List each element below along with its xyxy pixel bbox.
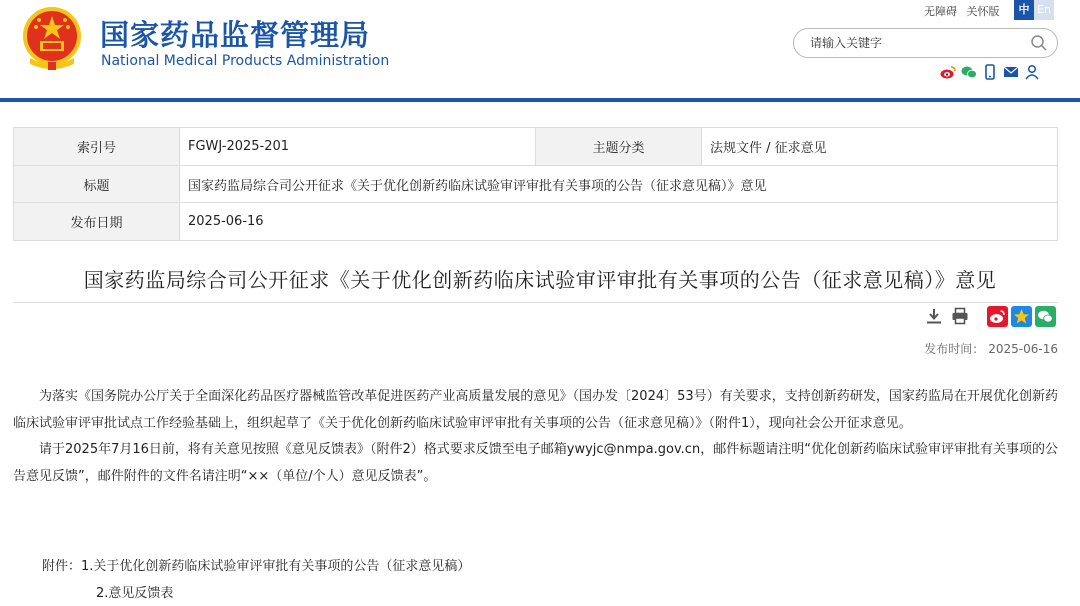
category-value: 法规文件 / 征求意见 — [702, 128, 1058, 166]
date-label: 发布日期 — [14, 203, 180, 241]
lang-en-button[interactable]: En — [1034, 0, 1054, 20]
title-divider — [13, 302, 1058, 303]
weibo-icon[interactable] — [940, 64, 956, 80]
site-subtitle: National Medical Products Administration — [101, 53, 390, 69]
share-weibo-icon[interactable] — [987, 306, 1008, 327]
title-value: 国家药监局综合司公开征求《关于优化创新药临床试验审评审批有关事项的公告（征求意见稿）》意见 — [180, 165, 1058, 203]
site-header — [0, 0, 1080, 98]
download-icon[interactable] — [925, 307, 943, 325]
user-icon[interactable] — [1024, 64, 1040, 80]
publish-time — [924, 340, 1058, 357]
paragraph: 请于2025年7月16日前，将有关意见按照《意见反馈表》（附件2）格式要求反馈至电子邮箱ywyjc@nmpa.gov.cn，邮件标题请注明“优化创新药临床试验审评审批有关事项的公告意见反馈”，邮件附件的文件名请注明“××（单位/个人）意见反馈表”。 — [13, 442, 1058, 484]
table-row — [14, 165, 1058, 203]
header-divider — [0, 98, 1080, 102]
social-links — [940, 64, 1040, 80]
mail-icon[interactable] — [1003, 64, 1019, 80]
top-nav — [924, 3, 1006, 19]
table-row — [14, 203, 1058, 241]
share-wechat-icon[interactable] — [1035, 306, 1056, 327]
share-buttons — [987, 306, 1056, 327]
mobile-icon[interactable] — [982, 64, 998, 80]
language-switch — [1014, 0, 1054, 20]
attachments — [42, 553, 470, 606]
article-tools — [925, 307, 969, 325]
site-title[interactable]: 国家药品监督管理局 — [100, 18, 371, 52]
date-value: 2025-06-16 — [180, 203, 1058, 241]
document-meta-table — [13, 127, 1058, 241]
attachment-link-1[interactable]: 1.关于优化创新药临床试验审评审批有关事项的公告（征求意见稿） — [81, 559, 471, 574]
article-title: 国家药监局综合司公开征求《关于优化创新药临床试验审评审批有关事项的公告（征求意见稿）》意见 — [83, 268, 997, 292]
national-emblem-icon — [22, 6, 82, 72]
paragraph: 为落实《国务院办公厅关于全面深化药品医疗器械监管改革促进医药产业高质量发展的意见》（国办发〔2024〕53号）有关要求，支持创新药研发，国家药监局在开展优化创新药临床试验审评审批试点工作经验基础上，组织起草了《关于优化创新药临床试验审评审批有关事项的公告（征求意见稿）》（附件1），现向社会公开征求意见。 — [13, 389, 1058, 431]
index-value: FGWJ-2025-201 — [180, 128, 536, 166]
category-label: 主题分类 — [536, 128, 702, 166]
search-icon[interactable] — [1030, 34, 1048, 52]
article-body — [13, 384, 1058, 490]
publish-time-value: 2025-06-16 — [988, 342, 1058, 356]
title-label: 标题 — [14, 165, 180, 203]
attachments-label: 附件： — [42, 559, 82, 574]
search-input[interactable] — [810, 35, 1020, 51]
care-mode-link[interactable]: 关怀版 — [966, 5, 1000, 18]
lang-zh-button[interactable]: 中 — [1014, 0, 1034, 20]
table-row — [14, 128, 1058, 166]
share-star-icon[interactable] — [1011, 306, 1032, 327]
attachment-link-2[interactable]: 2.意见反馈表 — [96, 586, 174, 601]
publish-time-label: 发布时间： — [924, 342, 985, 356]
accessibility-link[interactable]: 无障碍 — [924, 5, 957, 18]
wechat-icon[interactable] — [961, 64, 977, 80]
index-label: 索引号 — [14, 128, 180, 166]
search-box — [793, 28, 1058, 58]
print-icon[interactable] — [951, 307, 969, 325]
